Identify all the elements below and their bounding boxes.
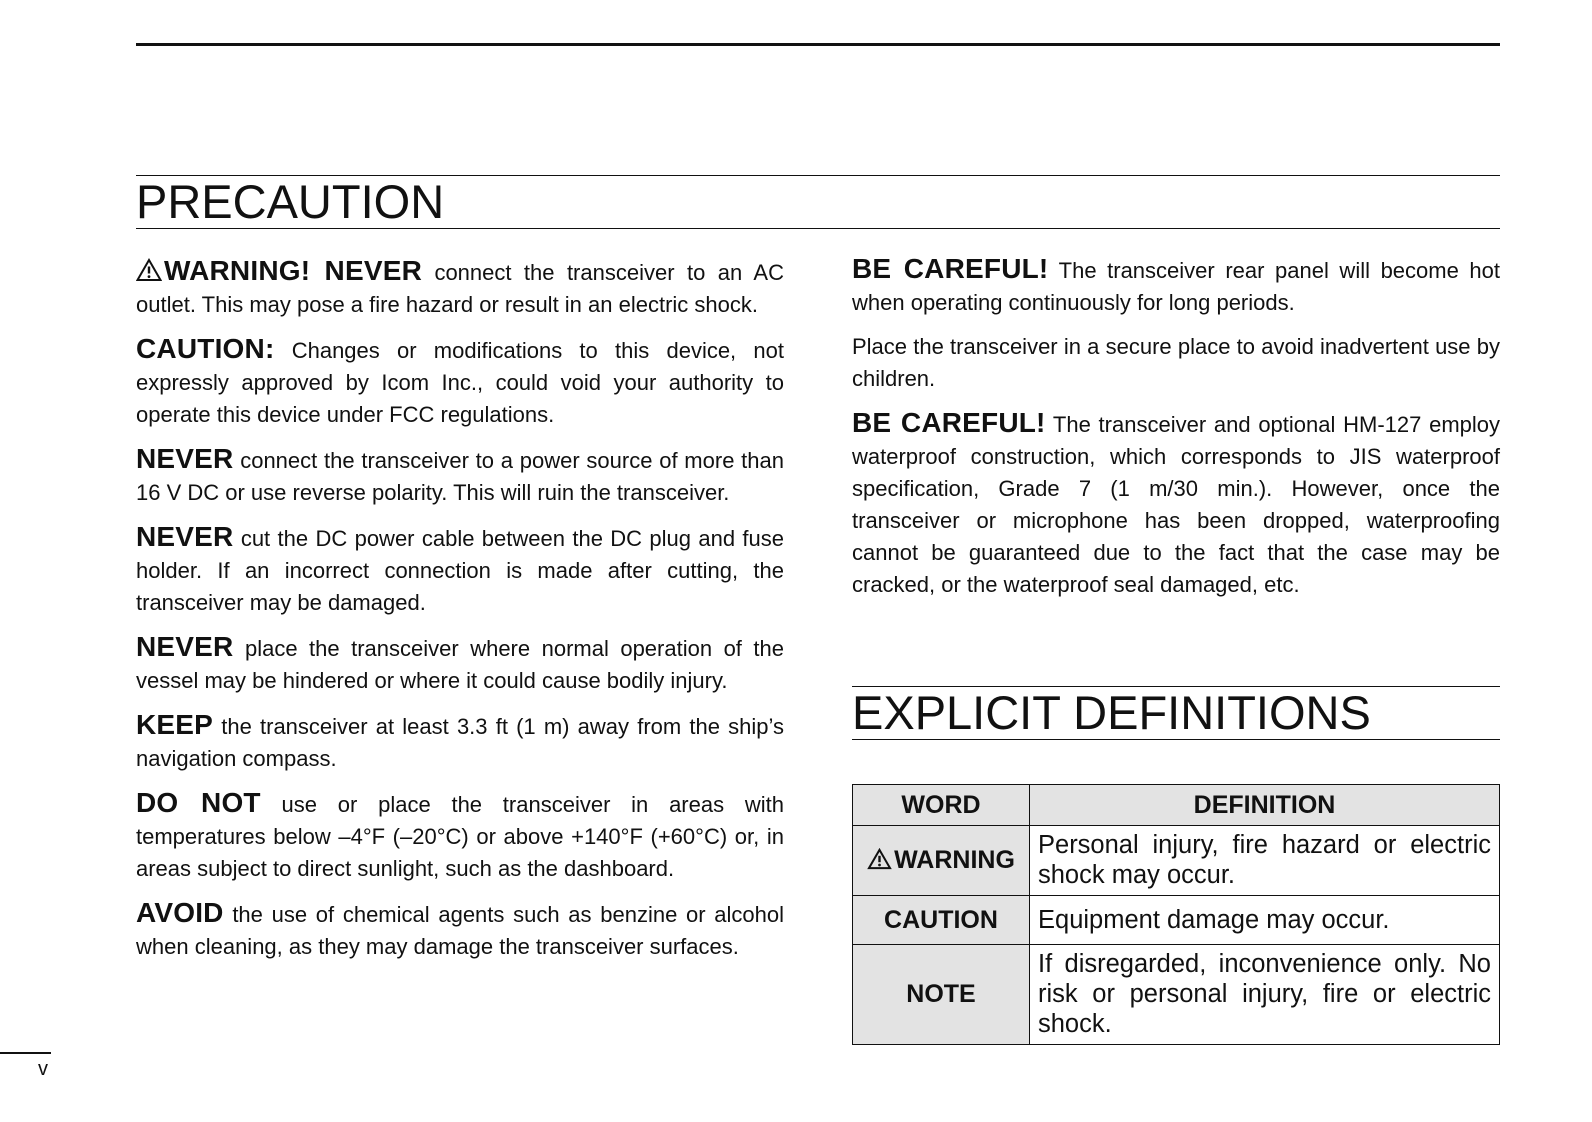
paragraph-text: cut the DC power cable between the DC plug and fuse holder. If an incorrect connection is made after cutting, the transceiver may be damaged. [136, 526, 784, 615]
word-cell [853, 896, 1030, 945]
page-number-rule [0, 1052, 51, 1054]
precaution-paragraph [852, 253, 1500, 319]
word-cell [853, 826, 1030, 896]
word-label: CAUTION [884, 905, 998, 934]
column-header-word: WORD [853, 785, 1030, 826]
precaution-left-column [136, 255, 784, 975]
precaution-title: PRECAUTION [136, 175, 1500, 229]
paragraph-text: connect the transceiver to an AC outlet. This may pose a fire hazard or result in an electric shock. [136, 260, 784, 317]
paragraph-lead: NEVER [136, 521, 234, 552]
definitions-table [852, 784, 1500, 1045]
paragraph-text: The transceiver rear panel will become hot when operating continuously for long periods. [852, 258, 1501, 315]
word-label: NOTE [906, 980, 976, 1008]
warning-triangle-icon [136, 258, 162, 282]
definition-cell: If disregarded, inconvenience only. No risk or personal injury, fire or electric shock. [1030, 945, 1500, 1045]
precaution-right-column [852, 253, 1500, 613]
paragraph-lead: WARNING! NEVER [164, 255, 423, 286]
precaution-paragraph [136, 631, 784, 697]
precaution-paragraph [136, 333, 784, 431]
paragraph-text: place the transceiver where normal operation of the vessel may be hindered or where it could cause bodily injury. [136, 636, 784, 693]
word-cell [853, 945, 1030, 1045]
table-header-row [853, 785, 1500, 826]
table-row [853, 826, 1500, 896]
precaution-paragraph [136, 521, 784, 619]
paragraph-text: Place the transceiver in a secure place to avoid inadvertent use by children. [852, 334, 1500, 391]
paragraph-lead: NEVER [136, 631, 234, 662]
precaution-paragraph [136, 897, 784, 963]
paragraph-lead: AVOID [136, 897, 224, 928]
paragraph-lead: NEVER [136, 443, 234, 474]
paragraph-text: connect the transceiver to a power source of more than 16 V DC or use reverse polarity. This will ruin the transceiver. [136, 448, 784, 505]
paragraph-lead: CAUTION: [136, 333, 275, 364]
paragraph-text: Changes or modifications to this device, not expressly approved by Icom Inc., could void your authority to operate this device under FCC regulations. [136, 338, 784, 427]
paragraph-lead: KEEP [136, 709, 214, 740]
precaution-paragraph [136, 787, 784, 885]
paragraph-text: use or place the transceiver in areas with temperatures below –4°F (–20°C) or above +140°F (+60°C) or, in areas subject to direct sunlight, such as the dashboard. [136, 792, 784, 881]
precaution-paragraph [136, 709, 784, 775]
paragraph-lead: DO NOT [136, 787, 261, 818]
paragraph-text: the use of chemical agents such as benzine or alcohol when cleaning, as they may damage the transceiver surfaces. [136, 902, 784, 959]
table-row [853, 945, 1500, 1045]
page-number: v [38, 1058, 48, 1080]
definition-cell: Equipment damage may occur. [1030, 896, 1500, 945]
paragraph-text: The transceiver and optional HM-127 employ waterproof construction, which corresponds to JIS waterproof specification, Grade 7 (1 m/30 min.). However, once the transceiver or microphone has been dropped, waterproofing cannot be guaranteed due to the fact that the case may be cracked, or the waterproof seal damaged, etc. [852, 412, 1501, 597]
precaution-paragraph [136, 255, 784, 321]
precaution-paragraph [136, 443, 784, 509]
paragraph-lead: BE CAREFUL! [852, 253, 1049, 284]
definition-cell: Personal injury, fire hazard or electric shock may occur. [1030, 826, 1500, 896]
definitions-title: EXPLICIT DEFINITIONS [852, 686, 1500, 740]
paragraph-lead: BE CAREFUL! [852, 407, 1046, 438]
paragraph-text: the transceiver at least 3.3 ft (1 m) away from the ship’s navigation compass. [136, 714, 784, 771]
precaution-paragraph [852, 407, 1500, 601]
warning-triangle-icon [867, 848, 892, 870]
top-rule [136, 43, 1500, 46]
precaution-paragraph [852, 331, 1500, 395]
word-label: WARNING [894, 846, 1015, 874]
column-header-definition: DEFINITION [1030, 785, 1500, 826]
table-row [853, 896, 1500, 945]
